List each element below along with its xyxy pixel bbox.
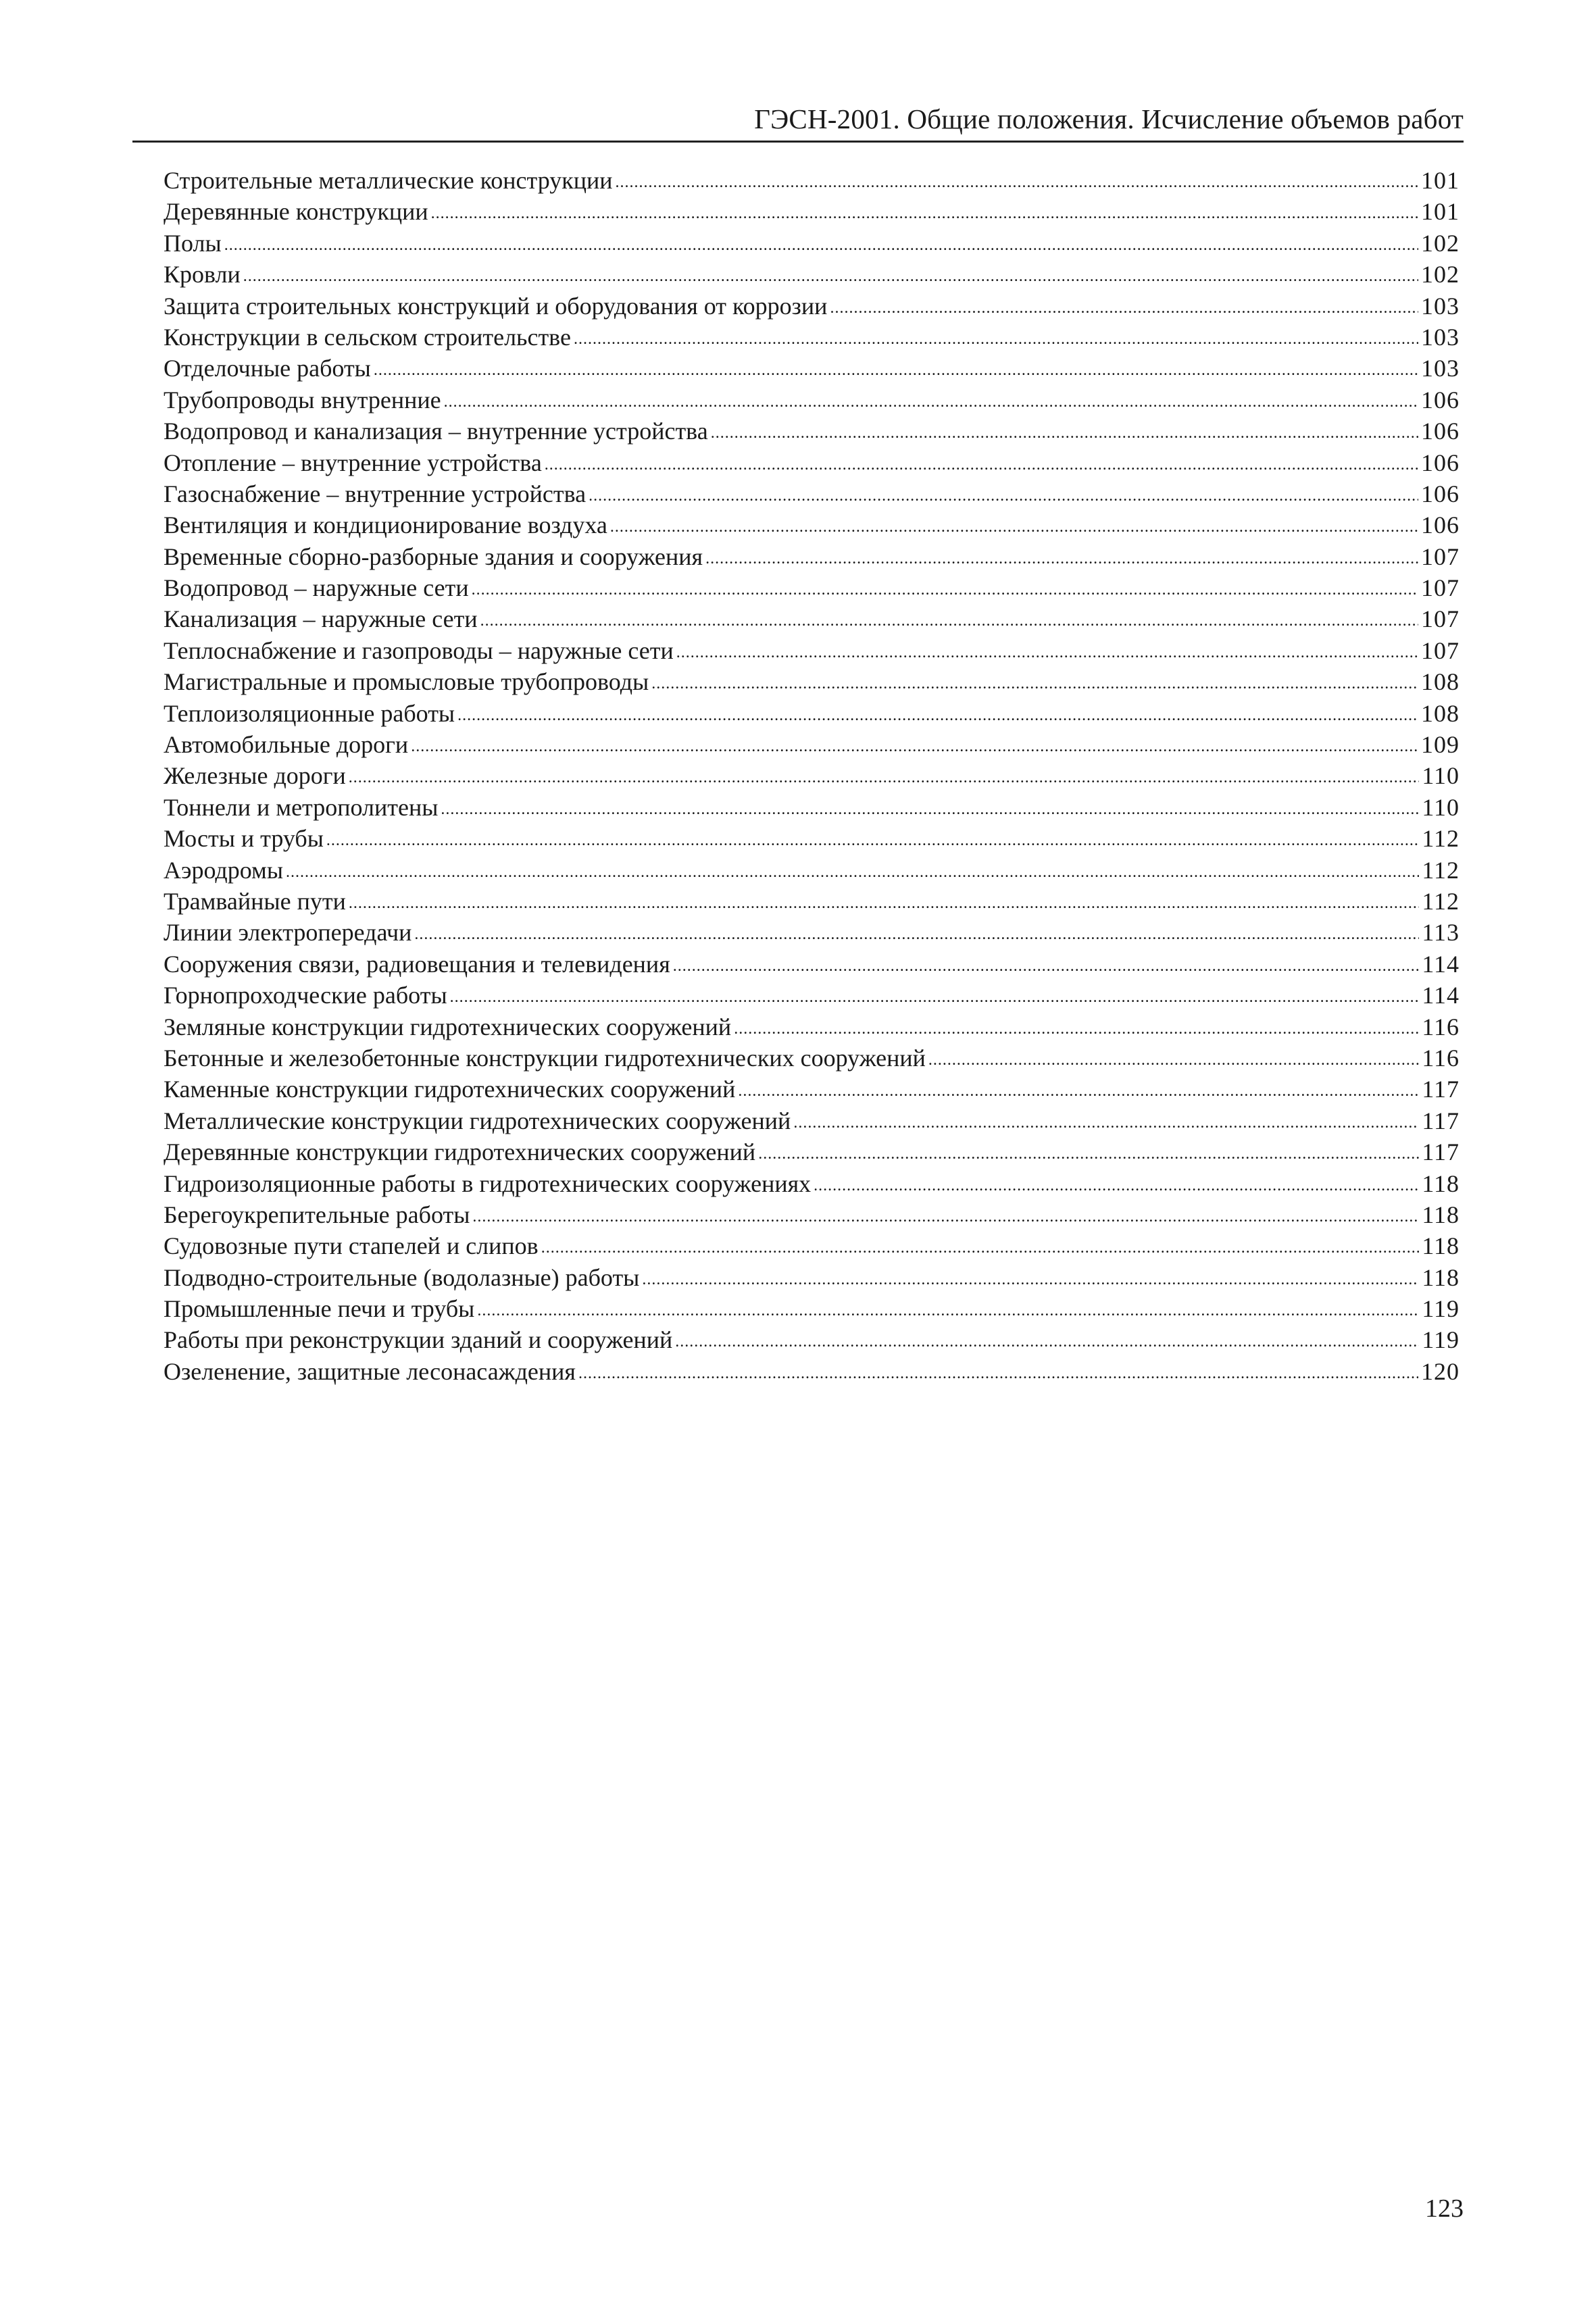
dot-leader [675, 1326, 1419, 1357]
toc-entry-page: 119 [1422, 1326, 1460, 1354]
toc-entry-page: 112 [1422, 856, 1460, 884]
toc-entry-page: 108 [1421, 668, 1460, 696]
toc-entry-title: Бетонные и железобетонные конструкции гидротехнических сооружений [164, 1044, 926, 1072]
toc-entry-page: 107 [1421, 636, 1460, 664]
running-header [132, 101, 1464, 143]
dot-leader [349, 762, 1420, 793]
dot-leader [472, 574, 1418, 605]
dot-leader [610, 511, 1418, 543]
toc-entry-page: 109 [1421, 731, 1460, 759]
toc-entry-title: Подводно-строительные (водолазные) работы [164, 1263, 640, 1291]
toc-entry-page: 116 [1422, 1013, 1460, 1040]
dot-leader [651, 668, 1418, 699]
dot-leader [738, 1076, 1419, 1107]
toc-entry-title: Каменные конструкции гидротехнических сооружений [164, 1076, 736, 1103]
toc-entry-title: Временные сборно-разборные здания и сооружения [164, 543, 703, 570]
toc-entry [164, 478, 1460, 509]
toc-entry-title: Полы [164, 229, 222, 257]
dot-leader [574, 324, 1418, 355]
toc-entry-page: 103 [1421, 355, 1460, 382]
toc-entry-title: Горнопроходческие работы [164, 982, 447, 1009]
toc-entry [164, 760, 1460, 791]
toc-entry-title: Канализация – наружные сети [164, 605, 478, 633]
toc-entry [164, 1168, 1460, 1199]
toc-entry-page: 112 [1422, 825, 1460, 853]
dot-leader [705, 543, 1418, 574]
toc-entry-title: Линии электропередачи [164, 919, 412, 947]
dot-leader [349, 888, 1419, 919]
toc-entry-page: 107 [1421, 543, 1460, 570]
table-of-contents [164, 165, 1460, 1387]
toc-entry [164, 353, 1460, 384]
toc-entry-page: 113 [1422, 919, 1460, 947]
dot-leader [589, 480, 1418, 511]
toc-entry-page: 110 [1422, 762, 1460, 790]
toc-entry-page: 118 [1422, 1263, 1460, 1291]
toc-entry-title: Автомобильные дороги [164, 731, 409, 759]
dot-leader [414, 919, 1419, 950]
toc-entry-page: 102 [1421, 261, 1460, 288]
toc-entry-page: 103 [1421, 323, 1460, 351]
toc-entry [164, 823, 1460, 854]
toc-entry-page: 117 [1422, 1076, 1460, 1103]
toc-entry-title: Мосты и трубы [164, 825, 324, 853]
toc-entry-title: Озеленение, защитные лесонасаждения [164, 1357, 576, 1385]
toc-entry [164, 322, 1460, 353]
toc-entry-title: Защита строительных конструкций и оборудования от коррозии [164, 292, 828, 320]
toc-entry [164, 447, 1460, 478]
toc-entry-title: Судовозные пути стапелей и слипов [164, 1232, 539, 1260]
toc-entry [164, 259, 1460, 290]
toc-entry [164, 792, 1460, 823]
toc-entry-title: Газоснабжение – внутренние устройства [164, 480, 587, 507]
dot-leader [928, 1045, 1419, 1076]
toc-entry [164, 980, 1460, 1011]
toc-entry-title: Конструкции в сельском строительстве [164, 323, 571, 351]
toc-entry-title: Теплоснабжение и газопроводы – наружные сети [164, 636, 674, 664]
toc-entry-page: 106 [1421, 418, 1460, 445]
toc-entry [164, 1230, 1460, 1261]
dot-leader [480, 605, 1418, 636]
toc-entry-page: 119 [1422, 1295, 1460, 1323]
toc-entry-title: Сооружения связи, радиовещания и телевидения [164, 950, 670, 978]
toc-entry-title: Магистральные и промысловые трубопроводы [164, 668, 649, 696]
toc-entry-page: 101 [1421, 198, 1460, 226]
toc-entry-title: Тоннели и метрополитены [164, 793, 439, 821]
dot-leader [450, 982, 1420, 1013]
toc-entry-title: Аэродромы [164, 856, 284, 884]
dot-leader [441, 794, 1419, 825]
toc-entry-title: Трамвайные пути [164, 887, 346, 915]
toc-entry-page: 112 [1422, 887, 1460, 915]
toc-entry [164, 1042, 1460, 1074]
toc-entry-page: 103 [1421, 292, 1460, 320]
toc-entry-page: 118 [1422, 1201, 1460, 1228]
toc-entry-page: 106 [1421, 511, 1460, 539]
toc-entry [164, 291, 1460, 322]
dot-leader [286, 857, 1419, 888]
dot-leader [477, 1295, 1419, 1326]
running-header-title: ГЭСН-2001. Общие положения. Исчисление объемов работ [754, 103, 1464, 134]
dot-leader [616, 167, 1418, 198]
toc-entry [164, 1105, 1460, 1136]
toc-entry-page: 108 [1421, 699, 1460, 727]
toc-entry [164, 1262, 1460, 1293]
toc-entry [164, 541, 1460, 572]
toc-entry-page: 116 [1422, 1044, 1460, 1072]
toc-entry-title: Деревянные конструкции гидротехнических сооружений [164, 1138, 756, 1166]
toc-entry [164, 855, 1460, 886]
toc-entry-page: 106 [1421, 480, 1460, 507]
toc-entry [164, 1324, 1460, 1355]
dot-leader [243, 261, 1418, 292]
toc-entry [164, 509, 1460, 540]
dot-leader [224, 230, 1418, 261]
toc-entry [164, 1136, 1460, 1167]
toc-entry-page: 107 [1421, 605, 1460, 633]
toc-entry-title: Строительные металлические конструкции [164, 167, 613, 194]
toc-entry-title: Железные дороги [164, 762, 346, 790]
toc-entry-title: Трубопроводы внутренние [164, 386, 441, 413]
dot-leader [374, 355, 1418, 386]
dot-leader [411, 731, 1418, 762]
toc-entry-page: 106 [1421, 449, 1460, 476]
toc-entry [164, 1011, 1460, 1042]
dot-leader [545, 449, 1418, 480]
dot-leader [642, 1264, 1419, 1295]
dot-leader [472, 1201, 1419, 1232]
dot-leader [711, 418, 1418, 449]
toc-entry [164, 1356, 1460, 1387]
page-number: 123 [1425, 2194, 1464, 2223]
dot-leader [830, 293, 1418, 324]
dot-leader [814, 1170, 1419, 1201]
toc-entry-title: Теплоизоляционные работы [164, 699, 455, 727]
toc-entry-page: 117 [1422, 1138, 1460, 1166]
toc-entry [164, 1074, 1460, 1105]
toc-entry-title: Вентиляция и кондиционирование воздуха [164, 511, 607, 539]
toc-entry-title: Кровли [164, 261, 241, 288]
toc-entry-title: Гидроизоляционные работы в гидротехнических сооружениях [164, 1169, 812, 1197]
toc-entry-page: 110 [1422, 793, 1460, 821]
toc-entry [164, 416, 1460, 447]
dot-leader [444, 386, 1418, 418]
toc-entry-page: 114 [1422, 950, 1460, 978]
toc-entry [164, 666, 1460, 697]
toc-entry [164, 635, 1460, 666]
toc-entry [164, 1293, 1460, 1324]
toc-entry [164, 917, 1460, 948]
toc-entry-title: Деревянные конструкции [164, 198, 428, 226]
dot-leader [758, 1138, 1419, 1169]
toc-entry-title: Работы при реконструкции зданий и сооружений [164, 1326, 673, 1354]
toc-entry-title: Отделочные работы [164, 355, 371, 382]
toc-entry [164, 165, 1460, 196]
toc-entry-title: Отопление – внутренние устройства [164, 449, 542, 476]
dot-leader [457, 700, 1418, 731]
dot-leader [431, 198, 1418, 229]
toc-entry-page: 106 [1421, 386, 1460, 413]
dot-leader [326, 825, 1419, 856]
toc-entry [164, 949, 1460, 980]
toc-entry-page: 117 [1422, 1107, 1460, 1134]
toc-entry-page: 120 [1421, 1357, 1460, 1385]
dot-leader [793, 1107, 1419, 1138]
toc-entry [164, 729, 1460, 760]
toc-entry [164, 572, 1460, 603]
toc-entry-title: Водопровод и канализация – внутренние устройства [164, 418, 708, 445]
toc-entry-page: 118 [1422, 1232, 1460, 1260]
toc-entry-title: Металлические конструкции гидротехнических сооружений [164, 1107, 791, 1134]
toc-entry-title: Водопровод – наружные сети [164, 574, 469, 602]
toc-entry-page: 114 [1422, 982, 1460, 1009]
dot-leader [541, 1232, 1420, 1263]
toc-entry-title: Промышленные печи и трубы [164, 1295, 475, 1323]
toc-entry [164, 698, 1460, 729]
toc-entry-page: 102 [1421, 229, 1460, 257]
toc-entry [164, 603, 1460, 634]
toc-entry-page: 107 [1421, 574, 1460, 602]
toc-entry [164, 1199, 1460, 1230]
dot-leader [578, 1358, 1418, 1389]
toc-entry-title: Берегоукрепительные работы [164, 1201, 470, 1228]
toc-entry [164, 886, 1460, 917]
toc-entry [164, 196, 1460, 227]
dot-leader [734, 1013, 1419, 1045]
toc-entry-title: Земляные конструкции гидротехнических сооружений [164, 1013, 732, 1040]
toc-entry-page: 101 [1421, 167, 1460, 194]
toc-entry-page: 118 [1422, 1169, 1460, 1197]
toc-entry [164, 384, 1460, 416]
dot-leader [673, 951, 1420, 982]
toc-entry [164, 228, 1460, 259]
dot-leader [676, 637, 1418, 668]
